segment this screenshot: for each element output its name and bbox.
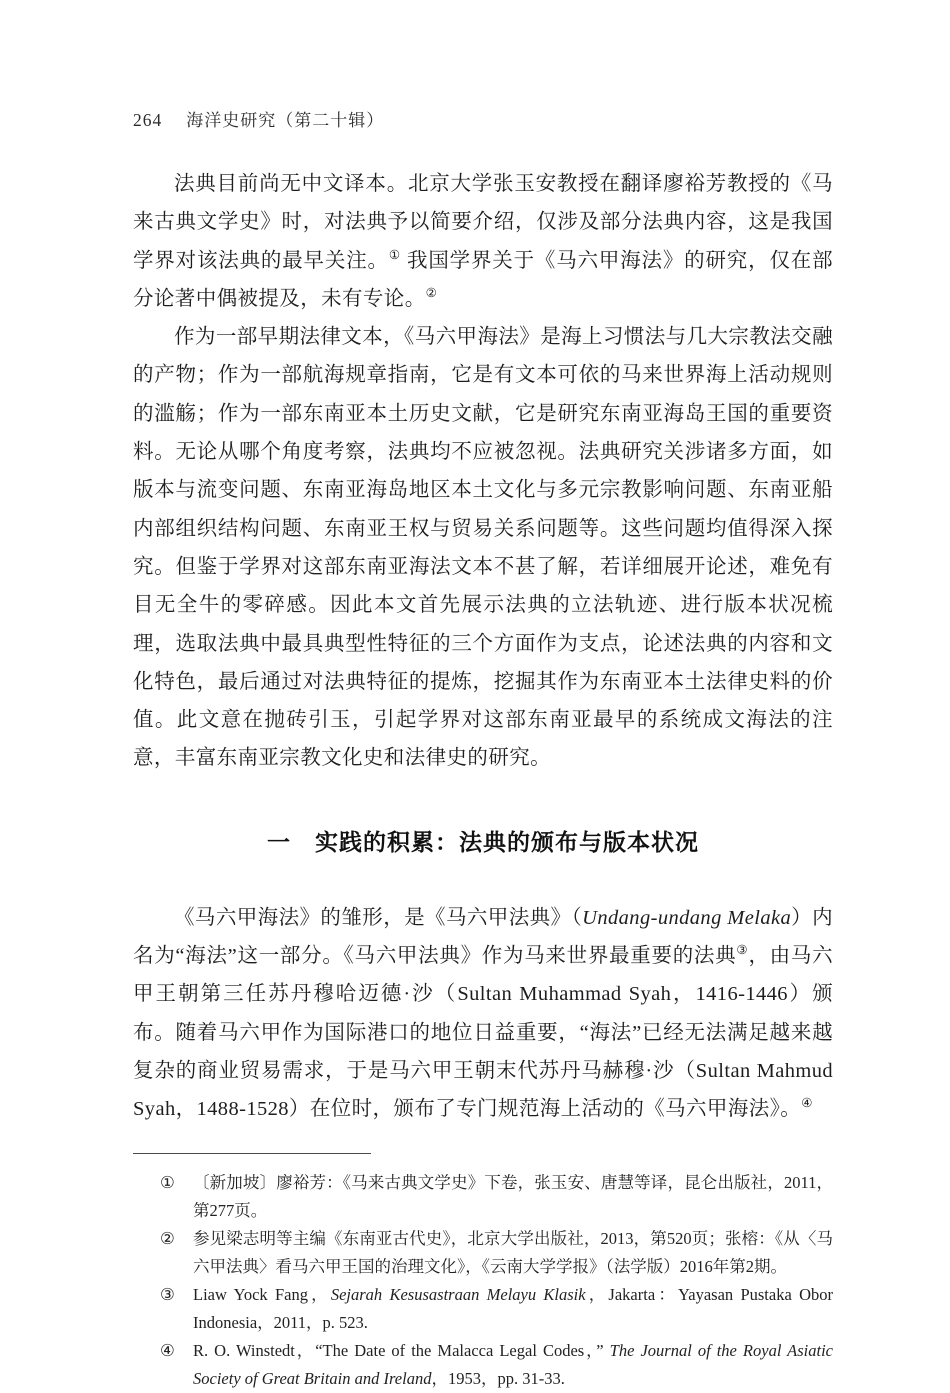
footnote-marker: ② [160, 1228, 175, 1248]
paragraph-1: 法典目前尚无中文译本。北京大学张玉安教授在翻译廖裕芳教授的《马来古典文学史》时，对法典予以简要介绍，仅涉及部分法典内容，这是我国学界对该法典的最早关注。① 我国学界关于《马六甲海法》的研究，仅在部分论著中偶被提及，未有专论。② [133, 173, 833, 310]
footnote-text: 〔新加坡〕廖裕芳：《马来古典文学史》下卷，张玉安、唐慧等译，昆仑出版社，2011，第277页。 [193, 1172, 833, 1220]
footnote-text: Liaw Yock Fang，Sejarah Kesusastraan Melayu Klasik，Jakarta：Yayasan Pustaka Obor Indonesia，2011，p. 523. [193, 1284, 833, 1332]
section-heading: 一 实践的积累：法典的颁布与版本状况 [267, 828, 699, 855]
footnote-2 [133, 1225, 833, 1281]
footnote-marker: ① [160, 1172, 175, 1192]
paragraph-3: 《马六甲海法》的雏形，是《马六甲法典》（Undang-undang Melaka）内名为“海法”这一部分。《马六甲法典》作为马来世界最重要的法典③，由马六甲王朝第三任苏丹穆哈迈德·沙（Sultan Muhammad Syah，1416-1446）颁布。随着马六甲作为国际港口的地位日益重要，“海法”已经无法满足越来越复杂的商业贸易需求，于是马六甲王朝末代苏丹马赫穆·沙（Sultan Mahmud Syah，1488-1528）在位时，颁布了专门规范海上活动的《马六甲海法》。④ [133, 906, 833, 1121]
main-text [133, 165, 833, 1129]
page-header [133, 106, 833, 131]
footnote-marker: ③ [160, 1284, 175, 1304]
footnote-separator [133, 1153, 371, 1154]
footnote-area [133, 1153, 833, 1393]
footnote-3 [133, 1281, 833, 1337]
book-title: 海洋史研究（第二十辑） [186, 111, 385, 130]
footnote-marker: ④ [160, 1340, 175, 1360]
footnote-text: 参见梁志明等主编《东南亚古代史》，北京大学出版社，2013，第520页；张榕：《从〈马六甲法典〉看马六甲王国的治理文化》，《云南大学学报》（法学版）2016年第2期。 [193, 1228, 833, 1276]
paragraph-2: 作为一部早期法律文本，《马六甲海法》是海上习惯法与几大宗教法交融的产物；作为一部航海规章指南，它是有文本可依的马来世界海上活动规则的滥觞；作为一部东南亚本土历史文献，它是研究东南亚海岛王国的重要资料。无论从哪个角度考察，法典均不应被忽视。法典研究关涉诸多方面，如版本与流变问题、东南亚海岛地区本土文化与多元宗教影响问题、东南亚船内部组织结构问题、东南亚王权与贸易关系问题等。这些问题均值得深入探究。但鉴于学界对这部东南亚海法文本不甚了解，若详细展开论述，难免有目无全牛的零碎感。因此本文首先展示法典的立法轨迹、进行版本状况梳理，选取法典中最具典型性特征的三个方面作为支点，论述法典的内容和文化特色，最后通过对法典特征的提炼，挖掘其作为东南亚本土法律史料的价值。此文意在抛砖引玉，引起学界对这部东南亚最早的系统成文海法的注意，丰富东南亚宗教文化史和法律史的研究。 [133, 326, 833, 770]
footnote-4 [133, 1337, 833, 1393]
book-page [133, 0, 833, 1393]
footnote-1 [133, 1169, 833, 1225]
footnote-text: R. O. Winstedt，“The Date of the Malacca Legal Codes，” The Journal of the Royal Asiatic Society of Great Britain and Ireland，1953，pp. 31-33. [193, 1340, 833, 1388]
page-number: 264 [133, 110, 163, 130]
